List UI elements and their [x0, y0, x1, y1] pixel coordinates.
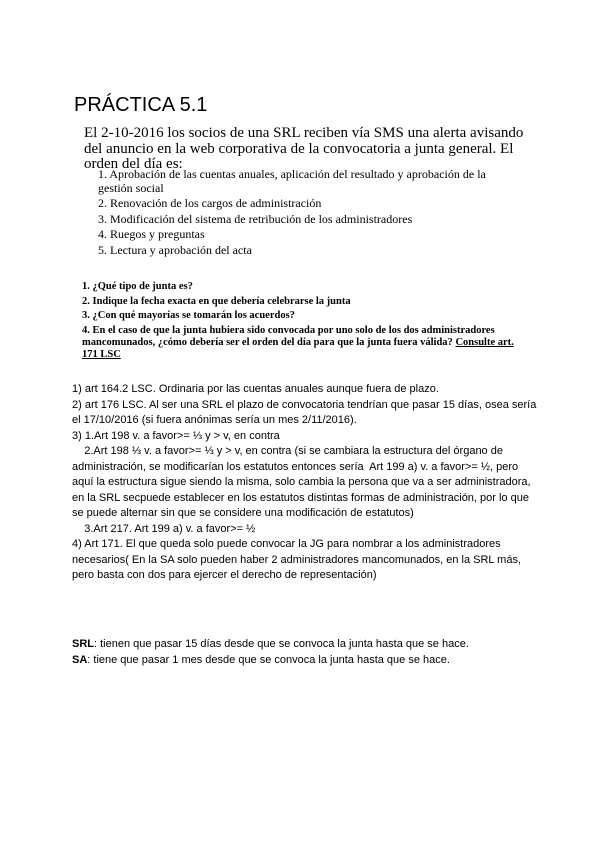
question-text: 3. ¿Con qué mayorías se tomarán los acuerdos?	[82, 310, 295, 321]
answer-paragraph: 1) art 164.2 LSC. Ordinaria por las cuentas anuales aunque fuera de plazo.	[72, 383, 439, 395]
question-item	[82, 281, 532, 293]
page-title: PRÁCTICA 5.1	[74, 94, 208, 116]
note-label: SRL	[72, 638, 94, 650]
note-text: : tienen que pasar 15 días desde que se convoca la junta hasta que se hace.	[94, 638, 469, 650]
note-label: SA	[72, 653, 88, 666]
legal-reference-link: Consulte art. 171 LSC	[82, 336, 514, 360]
question-text: 4. En el caso de que la junta hubiera sido convocada por uno solo de los dos administradores mancomunados, ¿cómo debería ser el orden del día para que la junta fuera válida?	[82, 324, 495, 348]
agenda-item: 3. Modificación del sistema de retribución de los administradores	[98, 211, 413, 226]
exercise-statement: El 2-10-2016 los socios de una SRL reciben vía SMS una alerta avisando del anuncio en la web corporativa de la convocatoria a junta general. El orden del día es:	[84, 125, 524, 172]
question-item	[82, 310, 532, 322]
questions-list	[82, 281, 532, 363]
answer-paragraph: 2.Art 198 ⅓ v. a favor>= ⅓ y > v, en contra (si se cambiara la estructura del órgano de administración, se modificarían los estatutos entonces sería Art 199 a) v. a favor>= ½, pero aquí la estructura sigue siendo la misma, solo cambia la persona que va a ser administradora, en la SRL secpuede establecer en los estatutos distintas formas de administración, por lo que se puede alternar sin que se considere una modificación de estatutos)	[72, 445, 534, 519]
agenda-item: 2. Renovación de los cargos de administración	[98, 196, 322, 210]
note-srl	[72, 637, 542, 653]
question-item	[82, 325, 532, 361]
answer-paragraph: 3) 1.Art 198 v. a favor>= ⅓ y > v, en contra	[72, 429, 280, 442]
question-item	[82, 296, 532, 308]
answer-paragraph: 2) art 176 LSC. Al ser una SRL el plazo de convocatoria tendrían que pasar 15 días, osea sería el 17/10/2016 (si fuera anónimas sería un mes 2/11/2016).	[72, 398, 537, 426]
notes-section	[72, 637, 542, 668]
note-text: : tiene que pasar 1 mes desde que se convoca la junta hasta que se hace.	[87, 653, 450, 666]
question-text: 2. Indique la fecha exacta en que debería celebrarse la junta	[82, 295, 351, 307]
answer-paragraph: 3.Art 217. Art 199 a) v. a favor>= ½	[72, 522, 256, 535]
agenda-list	[98, 168, 518, 259]
note-sa	[72, 653, 542, 669]
answer-paragraph: 4) Art 171. El que queda solo puede convocar la JG para nombrar a los administradores necesarios( En la SA solo pueden haber 2 administradores mancomunados, en la SRL más, pero basta con dos para ejercer el derecho de representación)	[72, 538, 522, 581]
agenda-item: 4. Ruegos y preguntas	[98, 227, 205, 241]
agenda-item: 5. Lectura y aprobación del acta	[98, 242, 252, 257]
agenda-item: 1. Aprobación de las cuentas anuales, aplicación del resultado y aprobación de la gestión social	[98, 167, 486, 195]
question-text: 1. ¿Qué tipo de junta es?	[82, 281, 193, 292]
answers-section	[72, 382, 542, 584]
